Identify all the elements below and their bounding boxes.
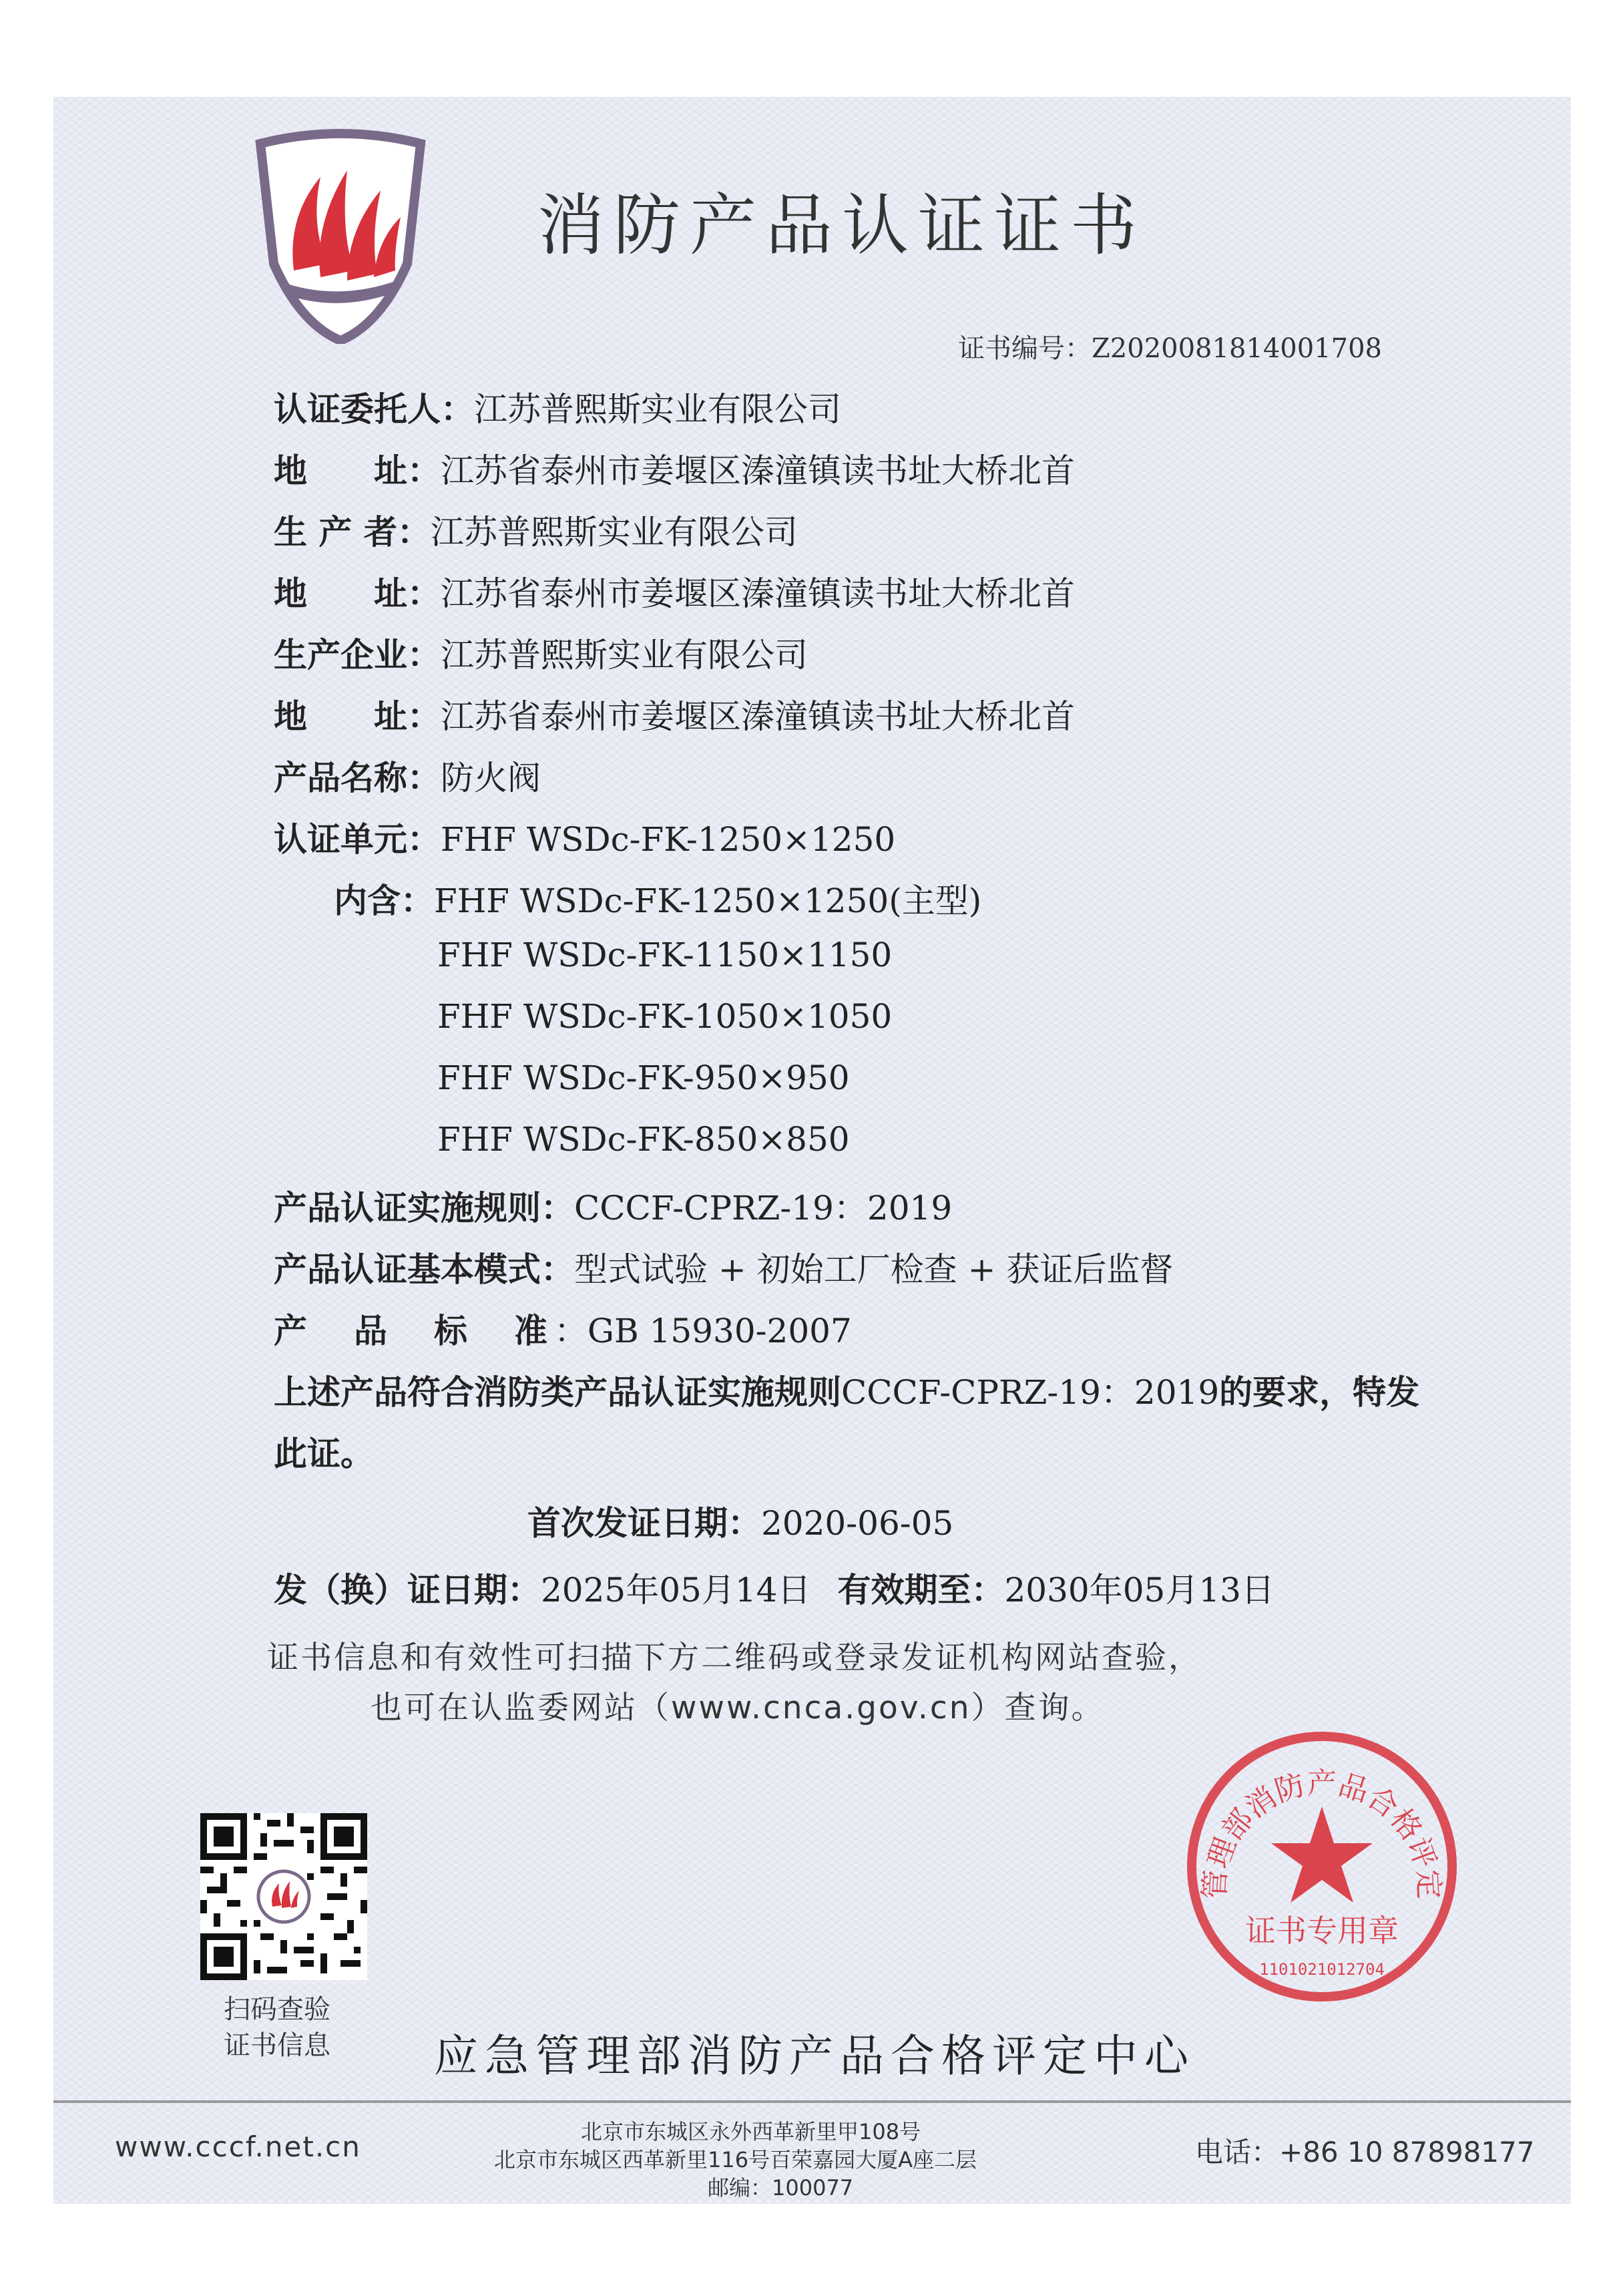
field-row-manufacturer-address [274, 690, 1075, 738]
field-label: 产品认证基本模式： [274, 1250, 574, 1289]
verification-notice-1: 证书信息和有效性可扫描下方二维码或登录发证机构网站查验， [267, 1640, 1202, 1676]
contains-item: FHF WSDc-FK-1050×1050 [437, 997, 893, 1036]
certificate-number-value: Z2020081814001708 [1092, 333, 1382, 364]
issue-date-label: 发（换）证日期： [274, 1571, 541, 1609]
issue-date-row [274, 1563, 1274, 1611]
field-label: 地 址： [274, 697, 441, 736]
certificate-number-label: 证书编号： [958, 333, 1092, 364]
statement-line-1 [274, 1366, 1419, 1414]
seal-number: 1101021012704 [1259, 1960, 1385, 1979]
first-issue-label: 首次发证日期： [527, 1504, 761, 1543]
field-row-rules [274, 1181, 952, 1229]
certificate-title: 消防产品认证证书 [537, 186, 1146, 264]
field-value: 江苏普熙斯实业有限公司 [474, 390, 841, 429]
qr-code[interactable] [200, 1813, 367, 1983]
field-row-mode [274, 1243, 1173, 1291]
field-value: CCCF-CPRZ-19：2019 [574, 1189, 953, 1227]
field-label: 地 址： [274, 574, 441, 613]
field-label: 认证委托人： [274, 390, 474, 429]
valid-until-value: 2030年05月13日 [1004, 1571, 1274, 1609]
footer-divider [53, 2100, 1571, 2103]
footer-address-1: 北京市东城区永外西革新里甲108号 [581, 2119, 921, 2144]
contains-item: FHF WSDc-FK-950×950 [437, 1059, 850, 1097]
field-row-product-name [274, 751, 541, 799]
field-row-standard [274, 1304, 852, 1352]
field-value: 江苏省泰州市姜堰区溱潼镇读书址大桥北首 [441, 451, 1075, 490]
field-value: 江苏普熙斯实业有限公司 [441, 636, 808, 675]
field-row-client [274, 383, 841, 431]
field-value: 江苏省泰州市姜堰区溱潼镇读书址大桥北首 [441, 697, 1075, 736]
contains-label: 内含： [334, 882, 434, 920]
first-issue-value: 2020-06-05 [761, 1504, 954, 1543]
footer-postcode: 邮编：100077 [708, 2175, 854, 2201]
qr-caption-2: 证书信息 [224, 2030, 330, 2061]
field-value: 型式试验 + 初始工厂检查 + 获证后监督 [574, 1250, 1174, 1289]
field-value: FHF WSDc-FK-1250×1250 [441, 820, 896, 859]
field-row-producer-address [274, 567, 1075, 615]
cccf-logo [247, 124, 434, 347]
contains-item: FHF WSDc-FK-850×850 [437, 1120, 850, 1159]
seal-ring-text: 管理部消防产品合格评定 [1198, 1766, 1446, 1900]
footer-website[interactable]: www.cccf.net.cn [115, 2130, 361, 2163]
field-row-manufacturer [274, 628, 808, 677]
field-label: 地 址： [274, 451, 441, 490]
field-label: 生产企业： [274, 636, 441, 675]
statement-code: CCCF-CPRZ-19：2019 [841, 1373, 1220, 1412]
field-label: 产 品 标 准 [274, 1312, 554, 1350]
field-label: 产品认证实施规则： [274, 1189, 574, 1227]
field-label: 生 产 者： [274, 513, 431, 552]
verification-notice-2: 也可在认监委网站（www.cnca.gov.cn）查询。 [371, 1690, 1105, 1726]
contains-item: FHF WSDc-FK-1150×1150 [437, 936, 893, 974]
official-seal [1182, 1726, 1462, 2010]
issue-date-value: 2025年05月14日 [541, 1571, 811, 1609]
first-issue-date [527, 1497, 953, 1545]
seal-center-text: 证书专用章 [1245, 1913, 1399, 1949]
field-value: 江苏省泰州市姜堰区溱潼镇读书址大桥北首 [441, 574, 1075, 613]
contains-row [334, 874, 981, 922]
qr-caption-1: 扫码查验 [224, 1994, 330, 2025]
statement-text: 的要求，特发 [1219, 1373, 1420, 1412]
certificate-sheet [53, 97, 1571, 2204]
field-row-cert-unit [274, 813, 895, 861]
field-value: 防火阀 [441, 759, 541, 797]
issuer-name: 应急管理部消防产品合格评定中心 [434, 2030, 1195, 2082]
field-value: 江苏普熙斯实业有限公司 [430, 513, 798, 552]
footer-phone: 电话：+86 10 87898177 [1195, 2136, 1535, 2168]
field-label: 认证单元： [274, 820, 441, 859]
certificate-number [958, 327, 1382, 365]
valid-until-label: 有效期至： [837, 1571, 1005, 1609]
statement-text: 上述产品符合消防类产品认证实施规则 [274, 1373, 841, 1412]
field-value: ：GB 15930-2007 [554, 1312, 852, 1350]
statement-line-2: 此证。 [274, 1434, 374, 1473]
contains-item: FHF WSDc-FK-1250×1250(主型) [434, 882, 982, 920]
field-label: 产品名称： [274, 759, 441, 797]
footer-address-2: 北京市东城区西革新里116号百荣嘉园大厦A座二层 [494, 2147, 977, 2172]
field-row-client-address [274, 444, 1075, 492]
field-row-producer [274, 506, 798, 554]
